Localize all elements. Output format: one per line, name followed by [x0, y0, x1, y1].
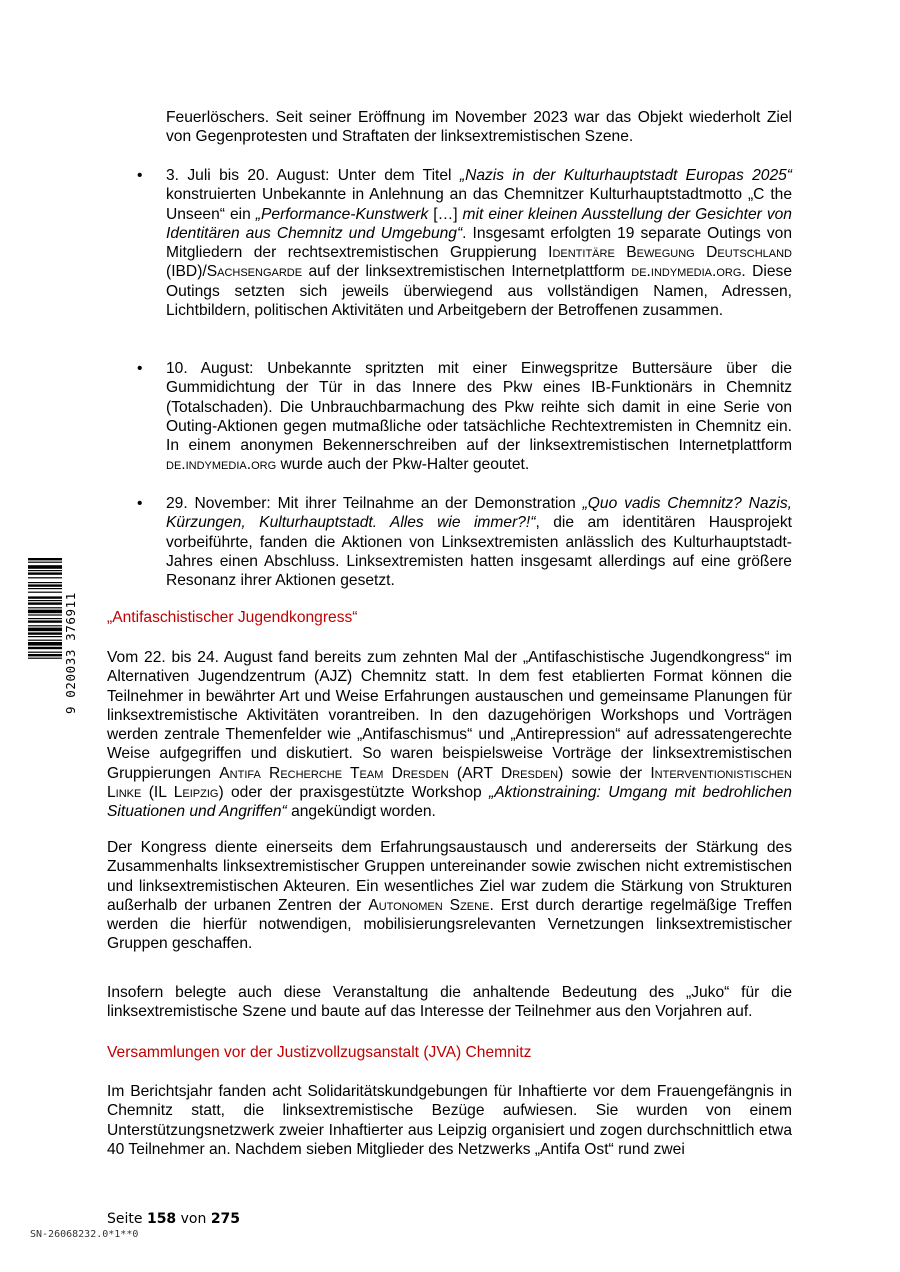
barcode-bar [28, 625, 62, 626]
barcode-bar [28, 636, 62, 637]
barcode-bar [28, 570, 62, 571]
barcode-bar [28, 565, 62, 569]
bullet-item-3 [137, 494, 792, 590]
page-current: 158 [146, 1211, 177, 1227]
text-run: Vom 22. bis 24. August fand bereits zum zehnten Mal der „Antifaschistische Jugendkongress“ im Alternativen Jugendzentrum (AJZ) Chemnitz statt. In dem fest etablierten Format können die Teilnehmer in bewährter Art und Weise Erfahrungen austauschen und gemeinsame Planungen für linksextremistische Aktivitäten vorantreiben. In den dazugehörigen Workshops und Vorträgen werden zentrale Themenfelder wie „Antifaschismus“ und „Antirepression“ auf adressatengerechte Weise aufgegriffen und diskutiert. So waren beispielsweise Vorträge der linksextremistischen Gruppierungen [107, 649, 792, 782]
bullet-marker: • [137, 495, 143, 512]
barcode-bar [28, 562, 62, 563]
small-caps-text: Leipzig [173, 784, 219, 802]
italic-text: „Quo vadis Chemnitz? Nazis, Kürzungen, Kulturhauptstadt. Alles wie immer?!“ [166, 495, 792, 532]
barcode-bar [28, 610, 62, 614]
barcode-bar [28, 647, 62, 649]
barcode-bar [28, 607, 62, 608]
barcode-bar [28, 600, 62, 601]
section-heading-jva: Versammlungen vor der Justizvollzugsanstalt (JVA) Chemnitz [107, 1044, 532, 1061]
page-total: 275 [210, 1211, 241, 1227]
text-run: Der Kongress diente einerseits dem Erfahrungsaustausch und andererseits der Stärkung des Zusammenhalts linksextremistischer Gruppen untereinander sowie zwischen nicht extremistischen und linksextremistischen Akteuren. Ein wesentliches Ziel war zudem die Stärkung von Strukturen außerhalb der urbanen Zentren der [107, 839, 792, 914]
text-run: Im Berichtsjahr fanden acht Solidaritätskundgebungen für Inhaftierte vor dem Frauengefängnis in Chemnitz statt, die linksextremistische Bezüge aufwiesen. Sie wurden von einem Unterstützungsnetzwerk zweier Inhaftierter aus Leipzig organisiert und zogen durchschnittlich etwa 40 Teilnehmer an. Nachdem sieben Mitglieder des Netzwerks „Antifa Ost“ rund zwei [107, 1083, 792, 1158]
barcode-bar [28, 642, 62, 646]
small-caps-text: Interventionistischen Linke [107, 764, 792, 802]
text-run: ) sowie der [558, 764, 651, 782]
barcode-bar [28, 596, 62, 598]
section-heading-jugendkongress: „Antifaschistischer Jugendkongress“ [107, 609, 358, 626]
bullet-item-1 [137, 166, 792, 320]
barcode-graphic [28, 556, 78, 716]
italic-text: „Performance-Kunstwerk [255, 205, 429, 223]
text-run: wurde auch der Pkw-Halter geoutet. [276, 456, 530, 474]
text-run: 29. November: Mit ihrer Teilnahme an der Demonstration [166, 495, 583, 512]
paragraph-jugendkongress-3 [107, 983, 792, 1022]
small-caps-text: Identitäre Bewegung Deutschland [548, 244, 792, 262]
barcode-bar [28, 577, 62, 578]
page-number [107, 1211, 240, 1227]
text-run: (ART [448, 764, 501, 782]
barcode-bar [28, 602, 62, 604]
barcode-bar [28, 618, 62, 619]
barcode-bar [28, 658, 62, 659]
text-run: . Insgesamt erfolgten 19 separate Outings von Mitgliedern der rechtsextremistischen Gruppierung [166, 224, 792, 262]
small-caps-text: de.indymedia.org [166, 456, 277, 474]
barcode-bar [28, 558, 62, 560]
text-run: Insofern belegte auch diese Veranstaltung die anhaltende Bedeutung des „Juko“ für die linksextremistische Szene und baute auf das Interesse der Teilnehmer aus den Vorjahren auf. [107, 984, 792, 1021]
text-run: . Erst durch derartige regelmäßige Treffen werden die hierfür notwendigen, mobilisierungsrelevanten Vernetzungen linksextremistischer Gruppen geschaffen. [107, 896, 793, 953]
italic-text: mit einer kleinen Ausstellung der Gesichter von Identitären aus Chemnitz und Umgebung“ [166, 205, 792, 242]
barcode-bar [28, 614, 62, 615]
barcode-bar [28, 640, 62, 641]
text-run: konstruierten Unbekannte in Anlehnung an das Chemnitzer Kulturhauptstadtmotto „C the Unseen“ ein [166, 186, 792, 223]
barcode [28, 556, 78, 716]
italic-text: „Aktionstraining: Umgang mit bedrohlichen Situationen und Angriffen“ [107, 784, 792, 821]
small-caps-text: Antifa Recherche Team Dresden [219, 764, 449, 782]
barcode-bar [28, 584, 62, 586]
barcode-bar [28, 652, 62, 653]
barcode-digits: 9 020033 376911 [63, 592, 78, 714]
text-run: angekündigt worden. [286, 803, 436, 821]
paragraph-jugendkongress-2 [107, 838, 792, 954]
intro-paragraph: Feuerlöschers. Seit seiner Eröffnung im November 2023 war das Objekt wiederholt Ziel von Gegenprotesten und Straftaten der linksextremistischen Szene. [166, 109, 792, 146]
barcode-bar [28, 572, 62, 574]
document-id: SN-26068232.0*1**0 [30, 1229, 139, 1240]
barcode-bar [28, 620, 62, 622]
text-run: (IBD)/ [166, 263, 207, 281]
small-caps-text: de.indymedia.org [631, 263, 742, 281]
text-run: (IL [141, 784, 174, 802]
small-caps-text: Autonomen Szene [368, 896, 490, 914]
barcode-bar [28, 588, 62, 589]
text-run: . Diese Outings setzten sich jeweils überwiegend aus vollständigen Namen, Adressen, Lichtbildern, politischen Aktivitäten und Arbeitgebern der Betroffenen zusammen. [166, 263, 792, 320]
barcode-bar [28, 592, 62, 593]
text-run: […] [428, 205, 463, 223]
paragraph-jva-1 [107, 1082, 792, 1159]
page-prefix: Seite [107, 1211, 147, 1227]
small-caps-text: Sachsengarde [206, 263, 303, 281]
paragraph-jugendkongress-1 [107, 648, 792, 822]
page-middle: von [176, 1211, 211, 1227]
text-run: auf der linksextremistischen Internetplattform [302, 263, 632, 281]
barcode-bar [28, 654, 62, 656]
italic-text: „Nazis in der Kulturhauptstadt Europas 2025“ [459, 167, 792, 184]
barcode-bars [28, 558, 62, 659]
text-run: 10. August: Unbekannte spritzten mit einer Einwegspritze Buttersäure über die Gummidichtung der Tür in das Innere des Pkw eines IB-Funktionärs in Chemnitz (Totalschaden). Die Unbrauchbarmachung des Pkw reihte sich damit in eine Serie von Outing-Aktionen gegen mutmaßliche oder tatsächliche Rechtextremisten in Chemnitz ein. In einem anonymen Bekennerschreiben auf der linksextremistischen Internetplattform [166, 360, 792, 455]
barcode-bar [28, 628, 62, 632]
text-run: , die am identitären Hausprojekt vorbeiführte, fanden die Aktionen von Linksextremisten anlässlich des Kulturhauptstadt-Jahres einen Abschluss. Linksextremisten hatten insgesamt allerdings auf eine größere Resonanz ihrer Aktionen gesetzt. [166, 514, 792, 590]
text-run: ) oder der praxisgestützte Workshop [218, 784, 490, 802]
barcode-bar [28, 632, 62, 634]
small-caps-text: Dresden [500, 764, 559, 782]
bullet-marker: • [137, 360, 143, 377]
barcode-bar [28, 582, 62, 583]
text-run: 3. Juli bis 20. August: Unter dem Titel [166, 167, 460, 184]
bullet-marker: • [137, 167, 143, 184]
bullet-item-2 [137, 359, 792, 475]
